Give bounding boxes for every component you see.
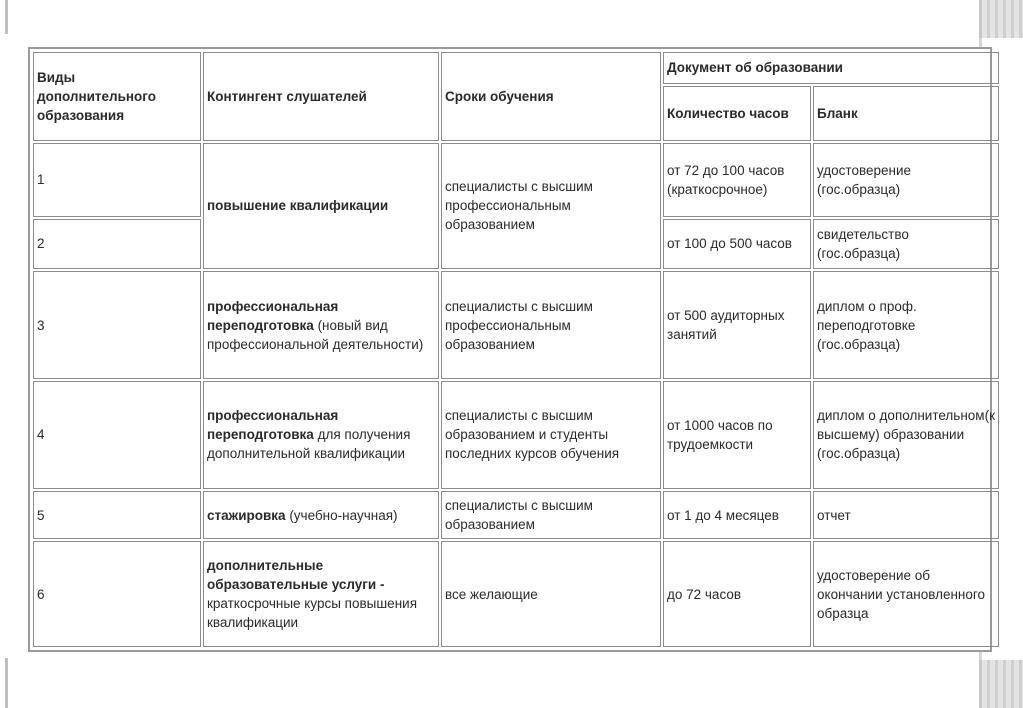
table-row [33, 491, 999, 540]
row-blank: отчет [813, 491, 999, 540]
row-blank: удостоверение (гос.образца) [813, 143, 999, 217]
row-number: 6 [33, 541, 201, 647]
education-table [31, 50, 1001, 649]
header-contingent: Контингент слушателей [203, 52, 439, 141]
row-kind [203, 271, 439, 379]
row-kind-rest: (учебно-научная) [285, 507, 398, 523]
table-row [33, 541, 999, 647]
table-row [33, 143, 999, 217]
row-blank: удостоверение об окончании установленного образца [813, 541, 999, 647]
row-contingent: специалисты с высшим образованием и студенты последних курсов обучения [441, 381, 661, 489]
row-number: 1 [33, 143, 201, 217]
table-row [33, 271, 999, 379]
row-contingent: специалисты с высшим образованием [441, 491, 661, 540]
row-contingent: специалисты с высшим профессиональным образованием [441, 271, 661, 379]
row-kind [203, 491, 439, 540]
row-hours: от 72 до 100 часов (краткосрочное) [663, 143, 811, 217]
row-hours: до 72 часов [663, 541, 811, 647]
row-kind [203, 541, 439, 647]
row-kind [203, 143, 439, 270]
header-document-group: Документ об образовании [663, 52, 999, 84]
row-kind-bold: дополнительные образовательные услуги - [207, 558, 385, 593]
header-blank: Бланк [813, 86, 999, 141]
row-contingent: специалисты с высшим профессиональным образованием [441, 143, 661, 270]
row-hours: от 100 до 500 часов [663, 219, 811, 270]
row-kind-bold: профессиональная переподготовка [207, 298, 339, 333]
row-number: 2 [33, 219, 201, 270]
row-blank: свидетельство (гос.образца) [813, 219, 999, 270]
row-hours: от 1 до 4 месяцев [663, 491, 811, 540]
row-blank: диплом о дополнительном(к высшему) образовании (гос.образца) [813, 381, 999, 489]
slide-left-accent-bottom [5, 658, 8, 708]
header-kinds: Виды дополнительного образования [33, 52, 201, 141]
row-hours: от 500 аудиторных занятий [663, 271, 811, 379]
row-kind [203, 381, 439, 489]
header-row [33, 52, 999, 84]
row-hours: от 1000 часов по трудоемкости [663, 381, 811, 489]
row-kind-bold: профессиональная переподготовка [207, 408, 339, 443]
header-hours: Количество часов [663, 86, 811, 141]
row-kind-bold: повышение квалификации [207, 198, 389, 214]
header-terms: Сроки обучения [441, 52, 661, 141]
row-number: 3 [33, 271, 201, 379]
row-number: 5 [33, 491, 201, 540]
slide-right-stripes-bottom [979, 660, 1023, 708]
row-kind-rest: (новый вид профессиональной деятельности) [207, 317, 424, 352]
table-row [33, 381, 999, 489]
row-kind-rest: краткосрочные курсы повышения квалификации [207, 596, 418, 631]
education-table-frame [28, 47, 995, 652]
row-kind-rest: для получения дополнительной квалификации [207, 427, 411, 462]
slide-right-stripes-top [979, 0, 1023, 38]
row-contingent: все желающие [441, 541, 661, 647]
row-blank: диплом о проф. переподготовке (гос.образца) [813, 271, 999, 379]
row-kind-bold: стажировка [207, 507, 286, 523]
slide-left-accent-top [5, 0, 8, 34]
row-number: 4 [33, 381, 201, 489]
